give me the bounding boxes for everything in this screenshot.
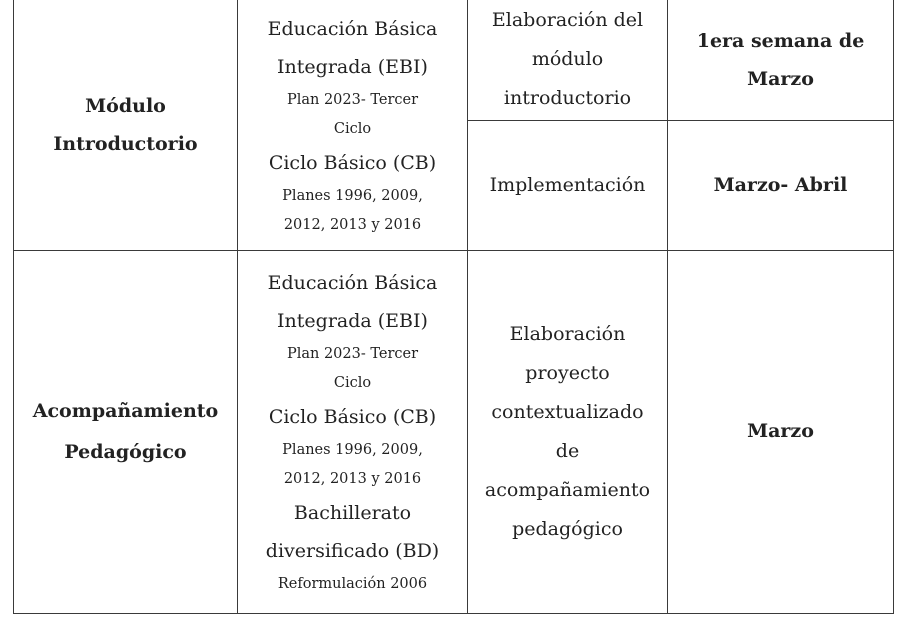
table-row — [14, 250, 894, 613]
activity-cell — [468, 0, 668, 120]
activity-line: Elaboración del — [491, 9, 644, 32]
program-line: Bachillerato — [293, 502, 412, 524]
activity-line: introductorio — [503, 87, 632, 110]
program-line: diversificado (BD) — [265, 540, 440, 562]
program-detail-line: 2012, 2013 y 2016 — [283, 471, 422, 487]
program-detail-line: Planes 1996, 2009, — [282, 442, 423, 458]
program-detail-line: 2012, 2013 y 2016 — [283, 216, 422, 233]
program-detail-line: Ciclo — [333, 375, 372, 391]
program-line: Integrada (EBI) — [277, 55, 428, 78]
activity-line: de — [555, 439, 580, 462]
program-detail-line: Plan 2023- Tercer — [286, 91, 419, 108]
module-name-line: Módulo — [85, 94, 166, 117]
programs-cell — [238, 250, 468, 613]
activity-line: módulo — [531, 48, 604, 71]
date-cell — [668, 250, 894, 613]
program-line: Ciclo Básico (CB) — [268, 151, 437, 174]
activity-line: Implementación — [489, 173, 646, 196]
module-cell — [14, 250, 238, 613]
program-line: Educación Básica — [267, 272, 438, 294]
table-row — [14, 0, 894, 120]
program-detail-line: Ciclo — [333, 120, 372, 137]
date-line: Marzo — [747, 420, 814, 442]
date-cell — [668, 120, 894, 250]
module-cell — [14, 0, 238, 250]
programs-cell — [238, 0, 468, 250]
activity-line: proyecto — [525, 361, 610, 384]
date-line: 1era semana de — [696, 29, 865, 52]
activity-line: contextualizado — [491, 400, 644, 423]
program-line: Educación Básica — [267, 17, 438, 40]
activity-line: pedagógico — [512, 517, 623, 540]
date-line: Marzo- Abril — [713, 173, 848, 196]
program-line: Ciclo Básico (CB) — [268, 406, 437, 428]
module-name-line: Introductorio — [53, 132, 198, 155]
module-name-line: Pedagógico — [64, 440, 187, 463]
activity-cell — [468, 120, 668, 250]
module-name-line: Acompañamiento — [32, 399, 219, 422]
schedule-table — [13, 0, 894, 614]
activity-line: Elaboración — [509, 322, 626, 345]
activity-cell — [468, 250, 668, 613]
program-detail-line: Planes 1996, 2009, — [282, 187, 423, 204]
program-line: Integrada (EBI) — [277, 310, 428, 332]
date-line: Marzo — [747, 67, 814, 90]
activity-line: acompañamiento — [484, 478, 651, 501]
program-detail-line: Reformulación 2006 — [277, 576, 428, 592]
date-cell — [668, 0, 894, 120]
program-detail-line: Plan 2023- Tercer — [286, 346, 419, 362]
